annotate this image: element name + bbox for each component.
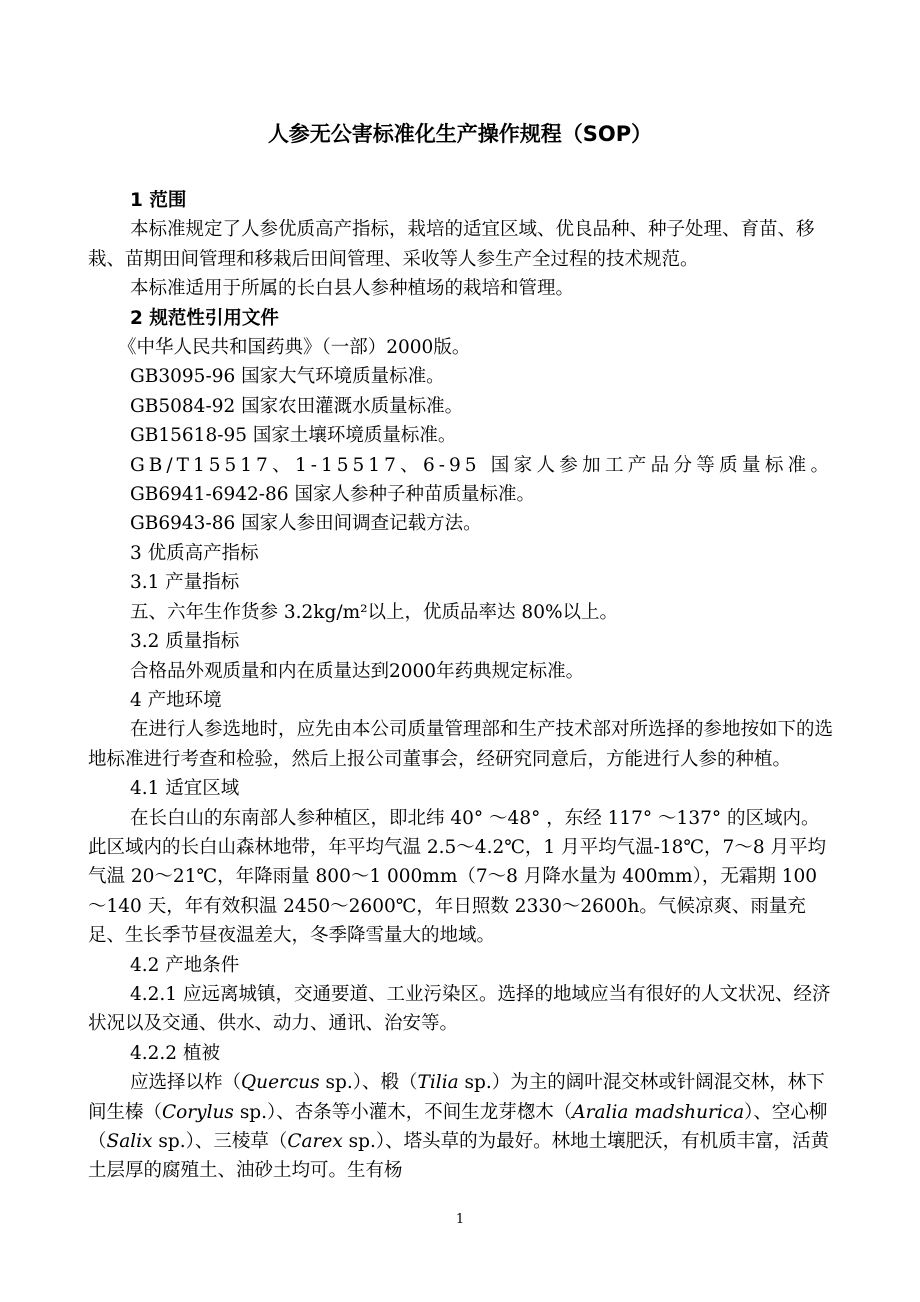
reference-item: GB6941-6942-86 国家人参种子种苗质量标准。 [130, 484, 535, 506]
conditions-text: 4.2.1 应远离城镇，交通要道、工业污染区。选择的地域应当有很好的人文状况、经济状况以及交通、供水、动力、通讯、治安等。 [88, 983, 831, 1035]
species-name: Tilia [417, 1072, 459, 1094]
reference-item: GB5084-92 国家农田灌溉水质量标准。 [130, 395, 464, 417]
section-heading-indicators: 3 优质高产指标 [130, 542, 259, 564]
yield-text: 五、六年生作货参 3.2kg/m²以上，优质品率达 80%以上。 [130, 601, 619, 623]
subsection-heading-quality: 3.2 质量指标 [130, 631, 240, 653]
scope-paragraph-1: 本标准规定了人参优质高产指标，栽培的适宜区域、优良品种、种子处理、育苗、移栽、苗期田间管理和移栽后田间管理、采收等人参生产全过程的技术规范。 [88, 219, 815, 270]
section-heading-scope: 1 范围 [130, 190, 187, 211]
reference-item: GB/T15517、1-15517、6-95 国家人参加工产品分等质量标准。 [130, 454, 833, 476]
reference-item: 《中华人民共和国药典》（一部）2000版。 [118, 337, 471, 359]
species-name: Carex [287, 1131, 343, 1152]
species-name: Corylus [162, 1101, 234, 1123]
subsection-heading-vegetation: 4.2.2 植被 [130, 1042, 220, 1064]
reference-item: GB15618-95 国家土壤环境质量标准。 [130, 425, 457, 447]
document-title: 人参无公害标准化生产操作规程（SOP） [267, 122, 653, 146]
subsection-heading-region: 4.1 适宜区域 [130, 778, 240, 800]
reference-item: GB3095-96 国家大气环境质量标准。 [130, 366, 445, 388]
document-body [88, 186, 833, 1186]
scope-paragraph-2: 本标准适用于所属的长白县人参种植场的栽培和管理。 [130, 278, 575, 300]
species-name: Quercus [241, 1072, 320, 1094]
vegetation-text: 应选择以柞（Quercus sp.）、椴（Tilia sp.）为主的阔叶混交林或针阔混交林，林下间生榛（Corylus sp.）、杏条等小灌木，不间生龙芽楤木（Aralia madshurica）、空心柳（Salix sp.）、三棱草（Carex sp.）、塔头草的为最好。林地土壤肥沃，有机质丰富，活黄土层厚的腐殖土、油砂土均可。生有杨 [88, 1072, 830, 1182]
page-number: 1 [455, 1212, 465, 1227]
species-name: Salix [106, 1131, 153, 1152]
environment-intro: 在进行人参选地时，应先由本公司质量管理部和生产技术部对所选择的参地按如下的选地标准进行考查和检验，然后上报公司董事会，经研究同意后，方能进行人参的种植。 [88, 719, 834, 770]
reference-item: GB6943-86 国家人参田间调查记载方法。 [130, 513, 482, 535]
subsection-heading-yield: 3.1 产量指标 [130, 572, 240, 594]
section-heading-environment: 4 产地环境 [130, 689, 222, 711]
quality-text: 合格品外观质量和内在质量达到2000年药典规定标准。 [130, 660, 585, 682]
subsection-heading-conditions: 4.2 产地条件 [130, 954, 240, 976]
region-text: 在长白山的东南部人参种植区，即北纬 40° ～48° ，东经 117° ～137° 的区域内。此区域内的长白山森林地带，年平均气温 2.5～4.2℃，1 月平均气温-18℃，7～8 月平均气温 20～21℃，年降雨量 800～1 000mm（7～8 月降水量为 400mm），无霜期 100～140 天，年有效积温 2450～2600℃，年日照数 2330～2600h。气候凉爽、雨量充足、生长季节昼夜温差大，冬季降雪量大的地域。 [88, 807, 826, 947]
species-name: Aralia madshurica [572, 1101, 745, 1123]
section-heading-references: 2 规范性引用文件 [130, 307, 279, 329]
